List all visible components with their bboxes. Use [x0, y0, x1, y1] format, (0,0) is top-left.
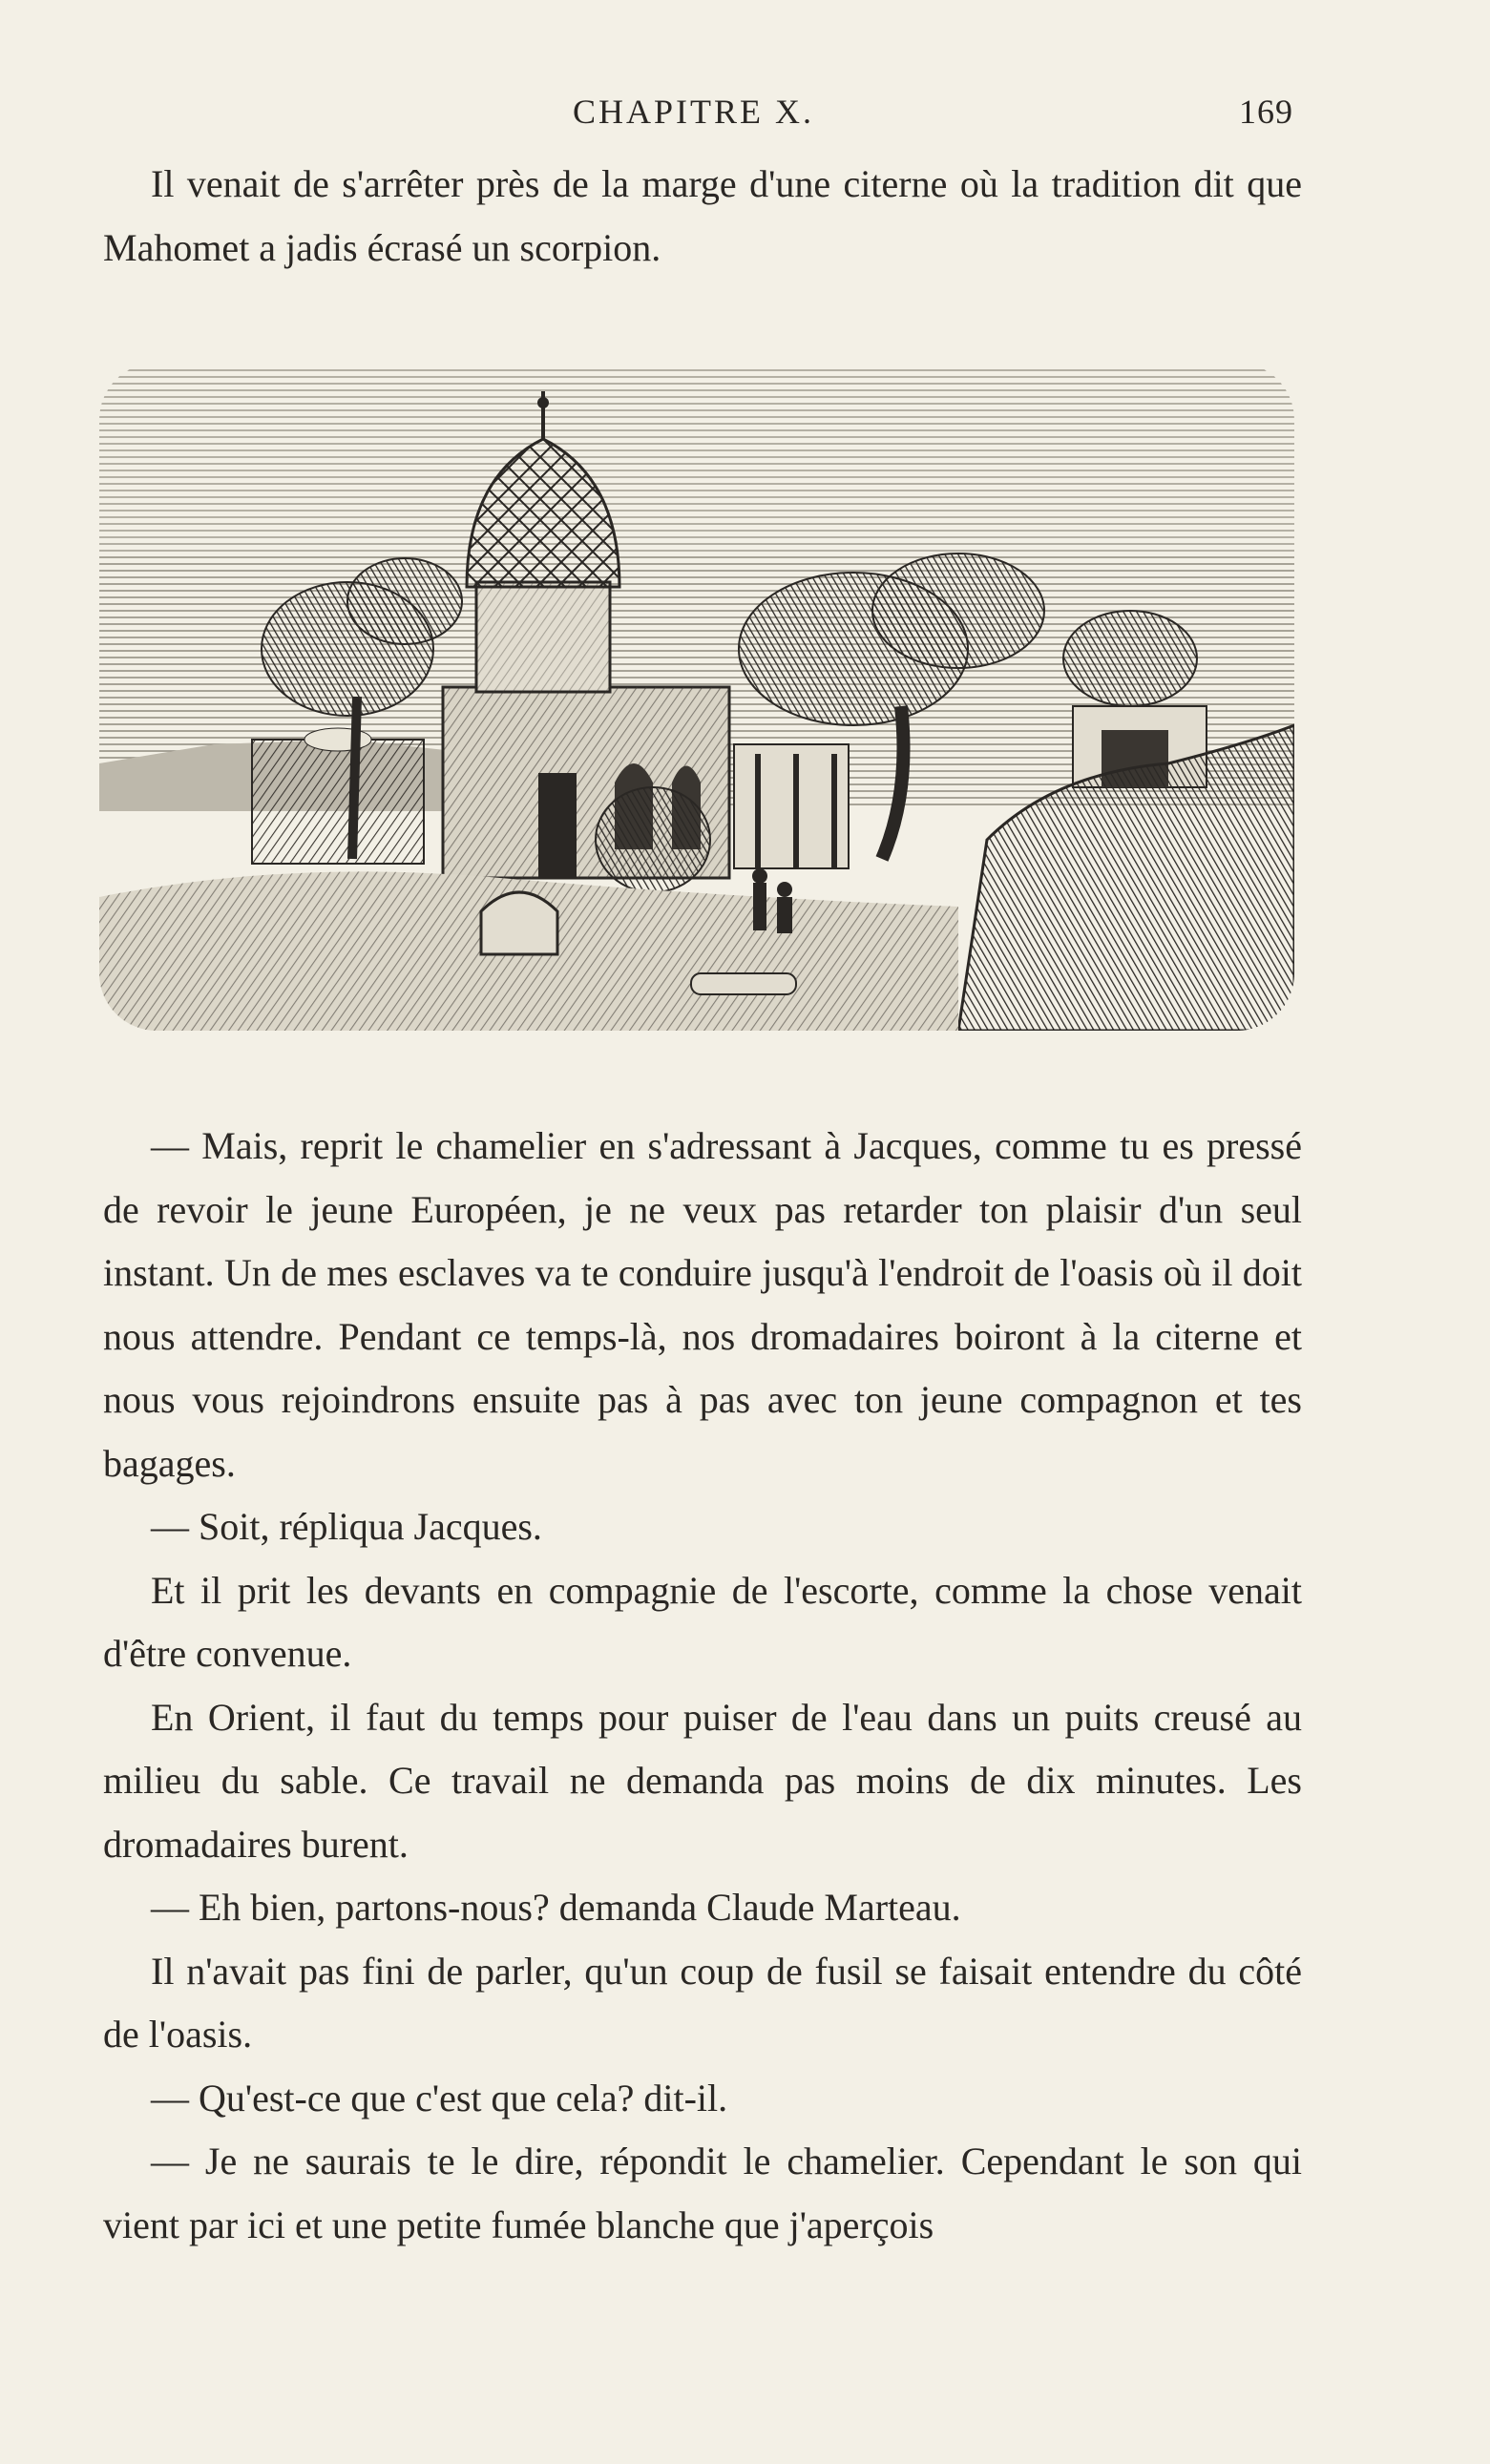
paragraph: — Qu'est-ce que c'est que cela? dit-il.: [151, 2076, 728, 2119]
paragraph: — Je ne saurais te le dire, répondit le chamelier. Cependant le son qui vient par ici et une petite fumée blanche que j'aperçois: [103, 2140, 1302, 2246]
running-head: [0, 92, 1490, 139]
paragraph: — Eh bien, partons-nous? demanda Claude Marteau.: [151, 1886, 961, 1929]
paragraph: Il n'avait pas fini de parler, qu'un coup de fusil se faisait entendre du côté de l'oasis.: [103, 1949, 1302, 2056]
body-text-block: [103, 1115, 1302, 2257]
top-text-block: [103, 153, 1302, 280]
paragraph: — Mais, reprit le chamelier en s'adressant à Jacques, comme tu es pressé de revoir le jeune Européen, je ne veux pas retarder ton plaisir d'un seul instant. Un de mes esclaves va te conduire jusqu'à l'endroit de l'oasis où il doit nous attendre. Pendant ce temps-là, nos dromadaires boiront à la citerne et nous vous rejoindrons ensuite pas à pas avec ton jeune compagnon et tes bagages.: [103, 1124, 1302, 1485]
engraving-illustration: [99, 363, 1294, 1031]
paragraph: En Orient, il faut du temps pour puiser de l'eau dans un puits creusé au milieu du sable. Ce travail ne demanda pas moins de dix minutes. Les dromadaires burent.: [103, 1695, 1302, 1866]
chapter-heading: CHAPITRE X.: [573, 93, 815, 131]
paragraph: Il venait de s'arrêter près de la marge d'une citerne où la tradition dit que Mahomet a jadis écrasé un scorpion.: [103, 162, 1302, 269]
paragraph: — Soit, répliqua Jacques.: [151, 1505, 542, 1548]
page-number: 169: [1239, 93, 1293, 131]
paragraph: Et il prit les devants en compagnie de l'escorte, comme la chose venait d'être convenue.: [103, 1568, 1302, 1675]
